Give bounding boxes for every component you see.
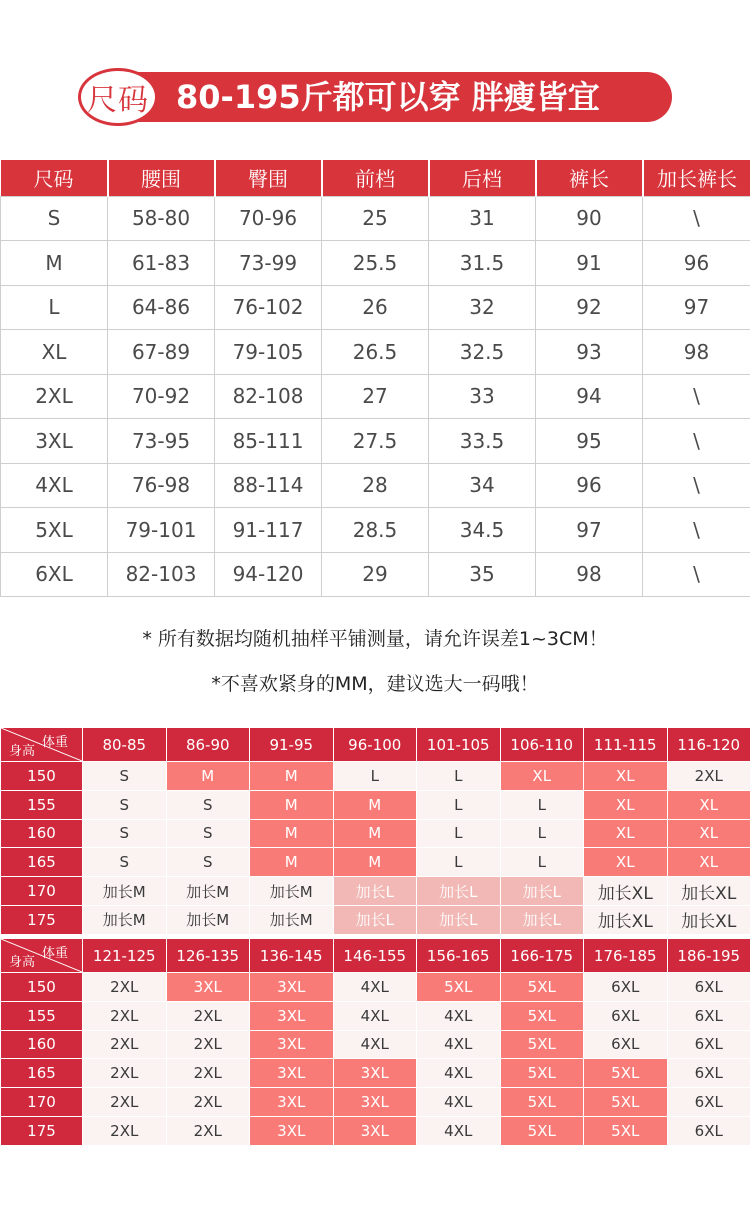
recommended-size-cell: M: [166, 762, 250, 791]
recommended-size-cell: 6XL: [667, 1001, 750, 1030]
recommended-size-cell: 加长M: [166, 905, 250, 934]
weight-range-header: 80-85: [83, 728, 167, 762]
table-row: [1, 762, 750, 791]
measurement-cell: 94-120: [215, 552, 322, 597]
recommended-size-cell: 6XL: [667, 1030, 750, 1059]
recommended-size-cell: 5XL: [584, 1116, 668, 1145]
weight-range-header: 176-185: [584, 939, 668, 973]
measurement-cell: 70-92: [108, 374, 215, 419]
measurement-cell: 32: [429, 285, 536, 330]
recommended-size-cell: 6XL: [667, 973, 750, 1002]
banner-headline: 80-195斤都可以穿 胖瘦皆宜: [176, 78, 600, 116]
recommended-size-cell: L: [417, 848, 501, 877]
size-table-header-cell: 腰围: [108, 160, 215, 196]
measurement-cell: 91: [536, 241, 643, 286]
table-row: [1, 1001, 750, 1030]
grid-corner-cell: [1, 728, 83, 762]
recommended-size-cell: 5XL: [417, 973, 501, 1002]
recommended-size-cell: M: [333, 790, 417, 819]
corner-weight-label: 体重: [41, 735, 68, 750]
weight-range-header: 121-125: [83, 939, 167, 973]
measurement-cell: 93: [536, 330, 643, 375]
measurement-cell: 98: [536, 552, 643, 597]
recommended-size-cell: 3XL: [250, 1030, 334, 1059]
height-label-cell: 165: [1, 1059, 83, 1088]
banner-badge-label: 尺码: [87, 83, 149, 118]
recommended-size-cell: 3XL: [250, 1088, 334, 1117]
table-row: [1, 848, 750, 877]
weight-height-grid-2: [0, 938, 750, 1146]
recommended-size-cell: XL: [667, 790, 750, 819]
weight-range-header: 166-175: [500, 939, 584, 973]
measurement-cell: 79-105: [215, 330, 322, 375]
measurement-cell: 64-86: [108, 285, 215, 330]
measurement-note: * 所有数据均随机抽样平铺测量，请允许误差1~3CM！: [142, 628, 608, 650]
measurement-cell: 34.5: [429, 508, 536, 553]
grid-2-header: [1, 939, 750, 973]
table-row: [1, 285, 750, 330]
size-label-cell: 2XL: [1, 374, 108, 419]
measurement-cell: 26.5: [322, 330, 429, 375]
recommended-size-cell: XL: [500, 762, 584, 791]
recommended-size-cell: L: [417, 762, 501, 791]
recommended-size-cell: 加长XL: [667, 905, 750, 934]
table-row: [1, 877, 750, 906]
recommended-size-cell: 2XL: [83, 1030, 167, 1059]
recommended-size-cell: 加长L: [500, 877, 584, 906]
table-row: [1, 1030, 750, 1059]
corner-height-label: 身高: [9, 955, 36, 970]
weight-range-header: 101-105: [417, 728, 501, 762]
table-row: [1, 790, 750, 819]
measurement-cell: 29: [322, 552, 429, 597]
size-table-header-cell: 前档: [322, 160, 429, 196]
size-table-header-cell: 后档: [429, 160, 536, 196]
size-label-cell: S: [1, 196, 108, 241]
recommended-size-cell: 6XL: [584, 1001, 668, 1030]
size-table-header-cell: 加长裤长: [643, 160, 750, 196]
recommended-size-cell: 4XL: [333, 1001, 417, 1030]
recommended-size-cell: 2XL: [83, 1116, 167, 1145]
recommended-size-cell: S: [166, 848, 250, 877]
weight-range-header: 136-145: [250, 939, 334, 973]
table-row: [1, 419, 750, 464]
recommended-size-cell: 4XL: [417, 1088, 501, 1117]
measurement-cell: 98: [643, 330, 750, 375]
grid-2-body: [1, 973, 750, 1146]
measurement-cell: 97: [536, 508, 643, 553]
recommended-size-cell: 加长XL: [584, 905, 668, 934]
recommended-size-cell: M: [250, 848, 334, 877]
size-table-body: [1, 196, 750, 597]
measurement-cell: 73-95: [108, 419, 215, 464]
recommended-size-cell: M: [250, 762, 334, 791]
measurement-cell: 82-108: [215, 374, 322, 419]
recommended-size-cell: 2XL: [166, 1030, 250, 1059]
recommended-size-cell: 5XL: [500, 1030, 584, 1059]
recommended-size-cell: 5XL: [584, 1088, 668, 1117]
measurement-cell: 76-102: [215, 285, 322, 330]
recommended-size-cell: M: [250, 819, 334, 848]
table-row: [1, 463, 750, 508]
table-row: [1, 1116, 750, 1145]
recommended-size-cell: 5XL: [500, 1116, 584, 1145]
size-label-cell: 3XL: [1, 419, 108, 464]
measurement-cell: 33.5: [429, 419, 536, 464]
recommended-size-cell: 2XL: [83, 1059, 167, 1088]
recommended-size-cell: 加长M: [83, 905, 167, 934]
recommended-size-cell: S: [83, 819, 167, 848]
height-label-cell: 160: [1, 819, 83, 848]
recommended-size-cell: 5XL: [584, 1059, 668, 1088]
corner-height-label: 身高: [9, 744, 36, 759]
table-row: [1, 1059, 750, 1088]
size-table-header-cell: 臀围: [215, 160, 322, 196]
measurement-cell: 35: [429, 552, 536, 597]
measurement-cell: 97: [643, 285, 750, 330]
grid-1-body: [1, 762, 750, 935]
weight-range-header: 116-120: [667, 728, 750, 762]
grid-corner-cell: [1, 939, 83, 973]
height-label-cell: 160: [1, 1030, 83, 1059]
recommended-size-cell: 2XL: [166, 1001, 250, 1030]
recommended-size-cell: M: [333, 819, 417, 848]
recommended-size-cell: 2XL: [166, 1059, 250, 1088]
measurement-cell: 88-114: [215, 463, 322, 508]
measurement-cell: \: [643, 374, 750, 419]
recommended-size-cell: 加长M: [166, 877, 250, 906]
recommended-size-cell: 加长M: [250, 877, 334, 906]
recommended-size-cell: 6XL: [667, 1059, 750, 1088]
recommended-size-cell: 2XL: [166, 1116, 250, 1145]
recommended-size-cell: 加长M: [83, 877, 167, 906]
weight-range-header: 126-135: [166, 939, 250, 973]
recommended-size-cell: 3XL: [250, 1001, 334, 1030]
measurement-cell: 96: [536, 463, 643, 508]
corner-weight-label: 体重: [41, 946, 68, 961]
size-label-cell: L: [1, 285, 108, 330]
table-row: [1, 196, 750, 241]
recommended-size-cell: L: [500, 790, 584, 819]
measurement-cell: 33: [429, 374, 536, 419]
recommended-size-cell: XL: [584, 762, 668, 791]
measurement-cell: 96: [643, 241, 750, 286]
recommended-size-cell: 5XL: [500, 973, 584, 1002]
recommended-size-cell: M: [250, 790, 334, 819]
measurement-cell: 85-111: [215, 419, 322, 464]
recommended-size-cell: 5XL: [500, 1059, 584, 1088]
recommended-size-cell: 加长L: [417, 877, 501, 906]
measurement-cell: 31.5: [429, 241, 536, 286]
grid-1-header: [1, 728, 750, 762]
recommended-size-cell: 2XL: [83, 1088, 167, 1117]
measurement-cell: 28.5: [322, 508, 429, 553]
recommended-size-cell: 加长XL: [584, 877, 668, 906]
measurement-cell: 90: [536, 196, 643, 241]
size-label-cell: 4XL: [1, 463, 108, 508]
measurement-cell: 27: [322, 374, 429, 419]
size-table-header-cell: 裤长: [536, 160, 643, 196]
recommended-size-cell: 3XL: [250, 1116, 334, 1145]
table-row: [1, 374, 750, 419]
size-label-cell: M: [1, 241, 108, 286]
size-table-header: [1, 160, 750, 196]
recommended-size-cell: M: [333, 848, 417, 877]
measurement-cell: 25: [322, 196, 429, 241]
recommended-size-cell: 加长L: [333, 877, 417, 906]
measurement-cell: 79-101: [108, 508, 215, 553]
recommended-size-cell: S: [166, 819, 250, 848]
measurement-cell: 76-98: [108, 463, 215, 508]
measurement-cell: 58-80: [108, 196, 215, 241]
height-label-cell: 150: [1, 973, 83, 1002]
recommended-size-cell: L: [500, 819, 584, 848]
height-label-cell: 155: [1, 790, 83, 819]
recommended-size-cell: S: [83, 790, 167, 819]
recommended-size-cell: 2XL: [83, 1001, 167, 1030]
recommended-size-cell: 3XL: [250, 973, 334, 1002]
measurement-cell: \: [643, 196, 750, 241]
size-label-cell: XL: [1, 330, 108, 375]
table-row: [1, 819, 750, 848]
measurement-cell: 67-89: [108, 330, 215, 375]
recommended-size-cell: 6XL: [667, 1116, 750, 1145]
recommended-size-cell: XL: [667, 848, 750, 877]
height-label-cell: 170: [1, 877, 83, 906]
recommended-size-cell: L: [500, 848, 584, 877]
recommended-size-cell: 6XL: [584, 1030, 668, 1059]
recommended-size-cell: 5XL: [500, 1088, 584, 1117]
recommended-size-cell: 4XL: [333, 1030, 417, 1059]
table-row: [1, 905, 750, 934]
recommended-size-cell: 加长XL: [667, 877, 750, 906]
weight-height-grid-1: [0, 727, 750, 935]
fit-advice-note: *不喜欢紧身的MM，建议选大一码哦！: [211, 673, 539, 695]
table-row: [1, 552, 750, 597]
recommended-size-cell: 4XL: [333, 973, 417, 1002]
title-banner: [78, 68, 672, 126]
size-table: [0, 160, 750, 597]
banner-badge: [78, 68, 158, 126]
measurement-cell: 95: [536, 419, 643, 464]
weight-range-header: 186-195: [667, 939, 750, 973]
measurement-cell: \: [643, 463, 750, 508]
recommended-size-cell: 3XL: [333, 1059, 417, 1088]
recommended-size-cell: 加长L: [500, 905, 584, 934]
measurement-cell: 25.5: [322, 241, 429, 286]
measurement-cell: 28: [322, 463, 429, 508]
measurement-cell: 73-99: [215, 241, 322, 286]
recommended-size-cell: XL: [584, 848, 668, 877]
recommended-size-cell: 4XL: [417, 1059, 501, 1088]
recommended-size-cell: 3XL: [333, 1116, 417, 1145]
weight-range-header: 156-165: [417, 939, 501, 973]
table-row: [1, 330, 750, 375]
recommended-size-cell: L: [333, 762, 417, 791]
weight-range-header: 146-155: [333, 939, 417, 973]
recommended-size-cell: 3XL: [250, 1059, 334, 1088]
table-row: [1, 508, 750, 553]
size-label-cell: 6XL: [1, 552, 108, 597]
weight-range-header: 86-90: [166, 728, 250, 762]
height-label-cell: 155: [1, 1001, 83, 1030]
measurement-cell: 31: [429, 196, 536, 241]
height-label-cell: 165: [1, 848, 83, 877]
measurement-cell: 32.5: [429, 330, 536, 375]
weight-range-header: 96-100: [333, 728, 417, 762]
measurement-cell: 82-103: [108, 552, 215, 597]
recommended-size-cell: 6XL: [584, 973, 668, 1002]
weight-range-header: 111-115: [584, 728, 668, 762]
recommended-size-cell: 2XL: [83, 973, 167, 1002]
recommended-size-cell: S: [83, 762, 167, 791]
measurement-cell: 27.5: [322, 419, 429, 464]
recommended-size-cell: L: [417, 790, 501, 819]
recommended-size-cell: 3XL: [166, 973, 250, 1002]
weight-range-header: 91-95: [250, 728, 334, 762]
table-row: [1, 973, 750, 1002]
recommended-size-cell: XL: [584, 819, 668, 848]
recommended-size-cell: XL: [584, 790, 668, 819]
size-table-header-cell: 尺码: [1, 160, 108, 196]
recommended-size-cell: S: [83, 848, 167, 877]
measurement-cell: 26: [322, 285, 429, 330]
recommended-size-cell: 4XL: [417, 1116, 501, 1145]
table-row: [1, 1088, 750, 1117]
measurement-cell: \: [643, 508, 750, 553]
recommended-size-cell: 6XL: [667, 1088, 750, 1117]
recommended-size-cell: 2XL: [166, 1088, 250, 1117]
measurement-cell: 94: [536, 374, 643, 419]
recommended-size-cell: 5XL: [500, 1001, 584, 1030]
recommended-size-cell: 4XL: [417, 1030, 501, 1059]
recommended-size-cell: 4XL: [417, 1001, 501, 1030]
measurement-cell: 34: [429, 463, 536, 508]
weight-range-header: 106-110: [500, 728, 584, 762]
recommended-size-cell: 加长L: [417, 905, 501, 934]
measurement-cell: \: [643, 419, 750, 464]
measurement-cell: 92: [536, 285, 643, 330]
height-label-cell: 175: [1, 905, 83, 934]
recommended-size-cell: L: [417, 819, 501, 848]
measurement-cell: \: [643, 552, 750, 597]
measurement-cell: 70-96: [215, 196, 322, 241]
recommended-size-cell: 加长L: [333, 905, 417, 934]
recommended-size-cell: S: [166, 790, 250, 819]
size-label-cell: 5XL: [1, 508, 108, 553]
recommended-size-cell: XL: [667, 819, 750, 848]
measurement-cell: 91-117: [215, 508, 322, 553]
height-label-cell: 150: [1, 762, 83, 791]
measurement-cell: 61-83: [108, 241, 215, 286]
height-label-cell: 170: [1, 1088, 83, 1117]
recommended-size-cell: 2XL: [667, 762, 750, 791]
recommended-size-cell: 3XL: [333, 1088, 417, 1117]
height-label-cell: 175: [1, 1116, 83, 1145]
table-row: [1, 241, 750, 286]
recommended-size-cell: 加长M: [250, 905, 334, 934]
